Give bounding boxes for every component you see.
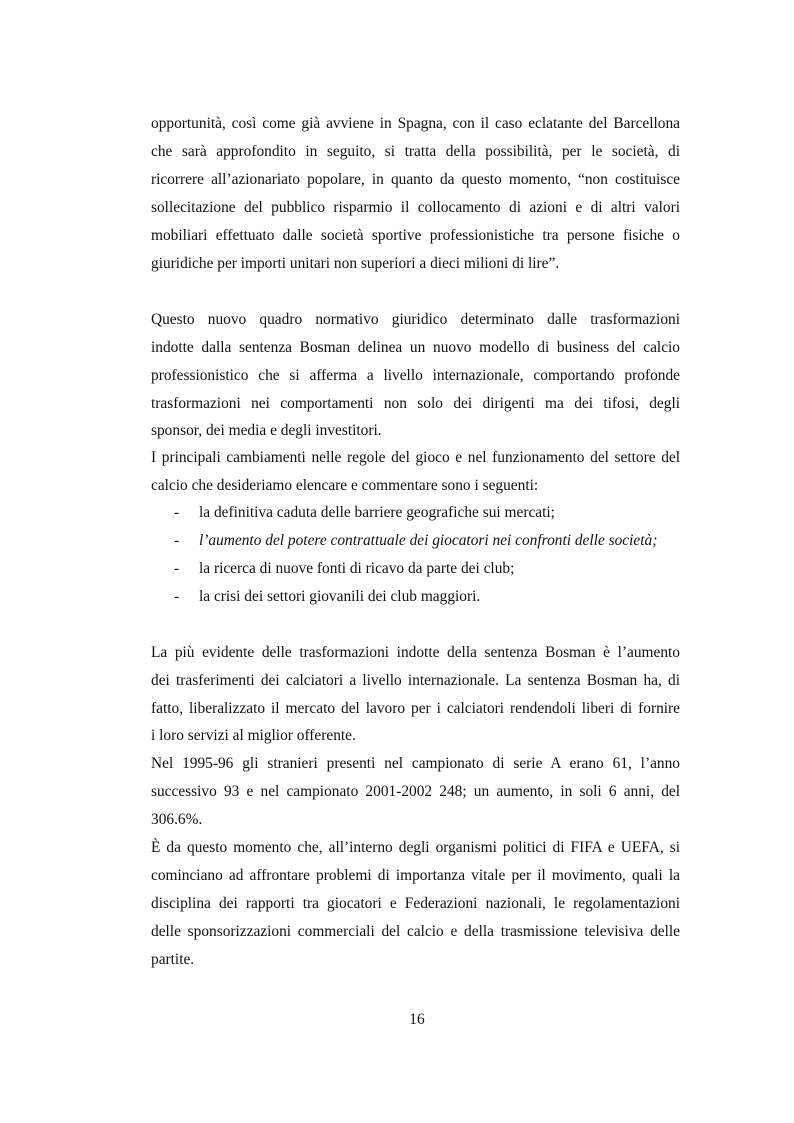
text-line: dei trasferimenti dei calciatori a livello internazionale. La sentenza Bosman ha, di xyxy=(151,672,680,689)
text-line: partite. xyxy=(151,951,195,968)
list-item-text: l’aumento del potere contrattuale dei giocatori nei confronti delle società; xyxy=(199,532,658,549)
page-number: 16 xyxy=(409,1011,425,1028)
text-line: trasformazioni nei comportamenti non solo dei dirigenti ma dei tifosi, degli xyxy=(151,395,680,412)
text-line: opportunità, così come già avviene in Spagna, con il caso eclatante del Barcellona xyxy=(151,115,680,132)
text-line: Nel 1995-96 gli stranieri presenti nel campionato di serie A erano 61, l’anno xyxy=(151,755,680,772)
text-line: successivo 93 e nel campionato 2001-2002 248; un aumento, in soli 6 anni, del xyxy=(151,783,680,800)
text-line: cominciano ad affrontare problemi di importanza vitale per il movimento, quali la xyxy=(151,867,680,884)
text-line: La più evidente delle trasformazioni indotte della sentenza Bosman è l’aumento xyxy=(151,644,680,661)
text-line: 306.6%. xyxy=(151,811,203,828)
text-line: Questo nuovo quadro normativo giuridico determinato dalle trasformazioni xyxy=(151,311,680,328)
text-line: calcio che desideriamo elencare e commentare sono i seguenti: xyxy=(151,477,539,494)
list-item-text: la ricerca di nuove fonti di ricavo da parte dei club; xyxy=(199,560,515,577)
text-line: professionistico che si afferma a livello internazionale, comportando profonde xyxy=(151,367,680,384)
text-line: disciplina dei rapporti tra giocatori e Federazioni nazionali, le regolamentazioni xyxy=(151,895,680,912)
text-line: sollecitazione del pubblico risparmio il collocamento di azioni e di altri valori xyxy=(151,199,680,216)
bullet-marker: - xyxy=(174,560,180,577)
text-line: i loro servizi al miglior offerente. xyxy=(151,727,356,744)
text-line: ricorrere all’azionariato popolare, in quanto da questo momento, “non costituisce xyxy=(151,171,680,188)
bullet-marker: - xyxy=(174,504,180,521)
list-item-text: la definitiva caduta delle barriere geografiche sui mercati; xyxy=(199,504,555,521)
text-line: delle sponsorizzazioni commerciali del calcio e della trasmissione televisiva delle xyxy=(151,923,680,940)
text-line: indotte dalla sentenza Bosman delinea un nuovo modello di business del calcio xyxy=(151,339,680,356)
text-line: che sarà approfondito in seguito, si tratta della possibilità, per le società, di xyxy=(151,143,680,160)
text-line: sponsor, dei media e degli investitori. xyxy=(151,422,382,439)
text-line: mobiliari effettuato dalle società sportive professionistiche tra persone fisiche o xyxy=(151,227,680,244)
text-line: fatto, liberalizzato il mercato del lavoro per i calciatori rendendoli liberi di fornire xyxy=(151,700,680,717)
text-line: giuridiche per importi unitari non superiori a dieci milioni di lire”. xyxy=(151,255,560,272)
bullet-marker: - xyxy=(174,532,180,549)
bullet-marker: - xyxy=(174,588,180,605)
text-line: I principali cambiamenti nelle regole del gioco e nel funzionamento del settore del xyxy=(151,449,680,466)
list-item-text: la crisi dei settori giovanili dei club maggiori. xyxy=(199,588,481,605)
text-line: È da questo momento che, all’interno degli organismi politici di FIFA e UEFA, si xyxy=(151,839,680,856)
